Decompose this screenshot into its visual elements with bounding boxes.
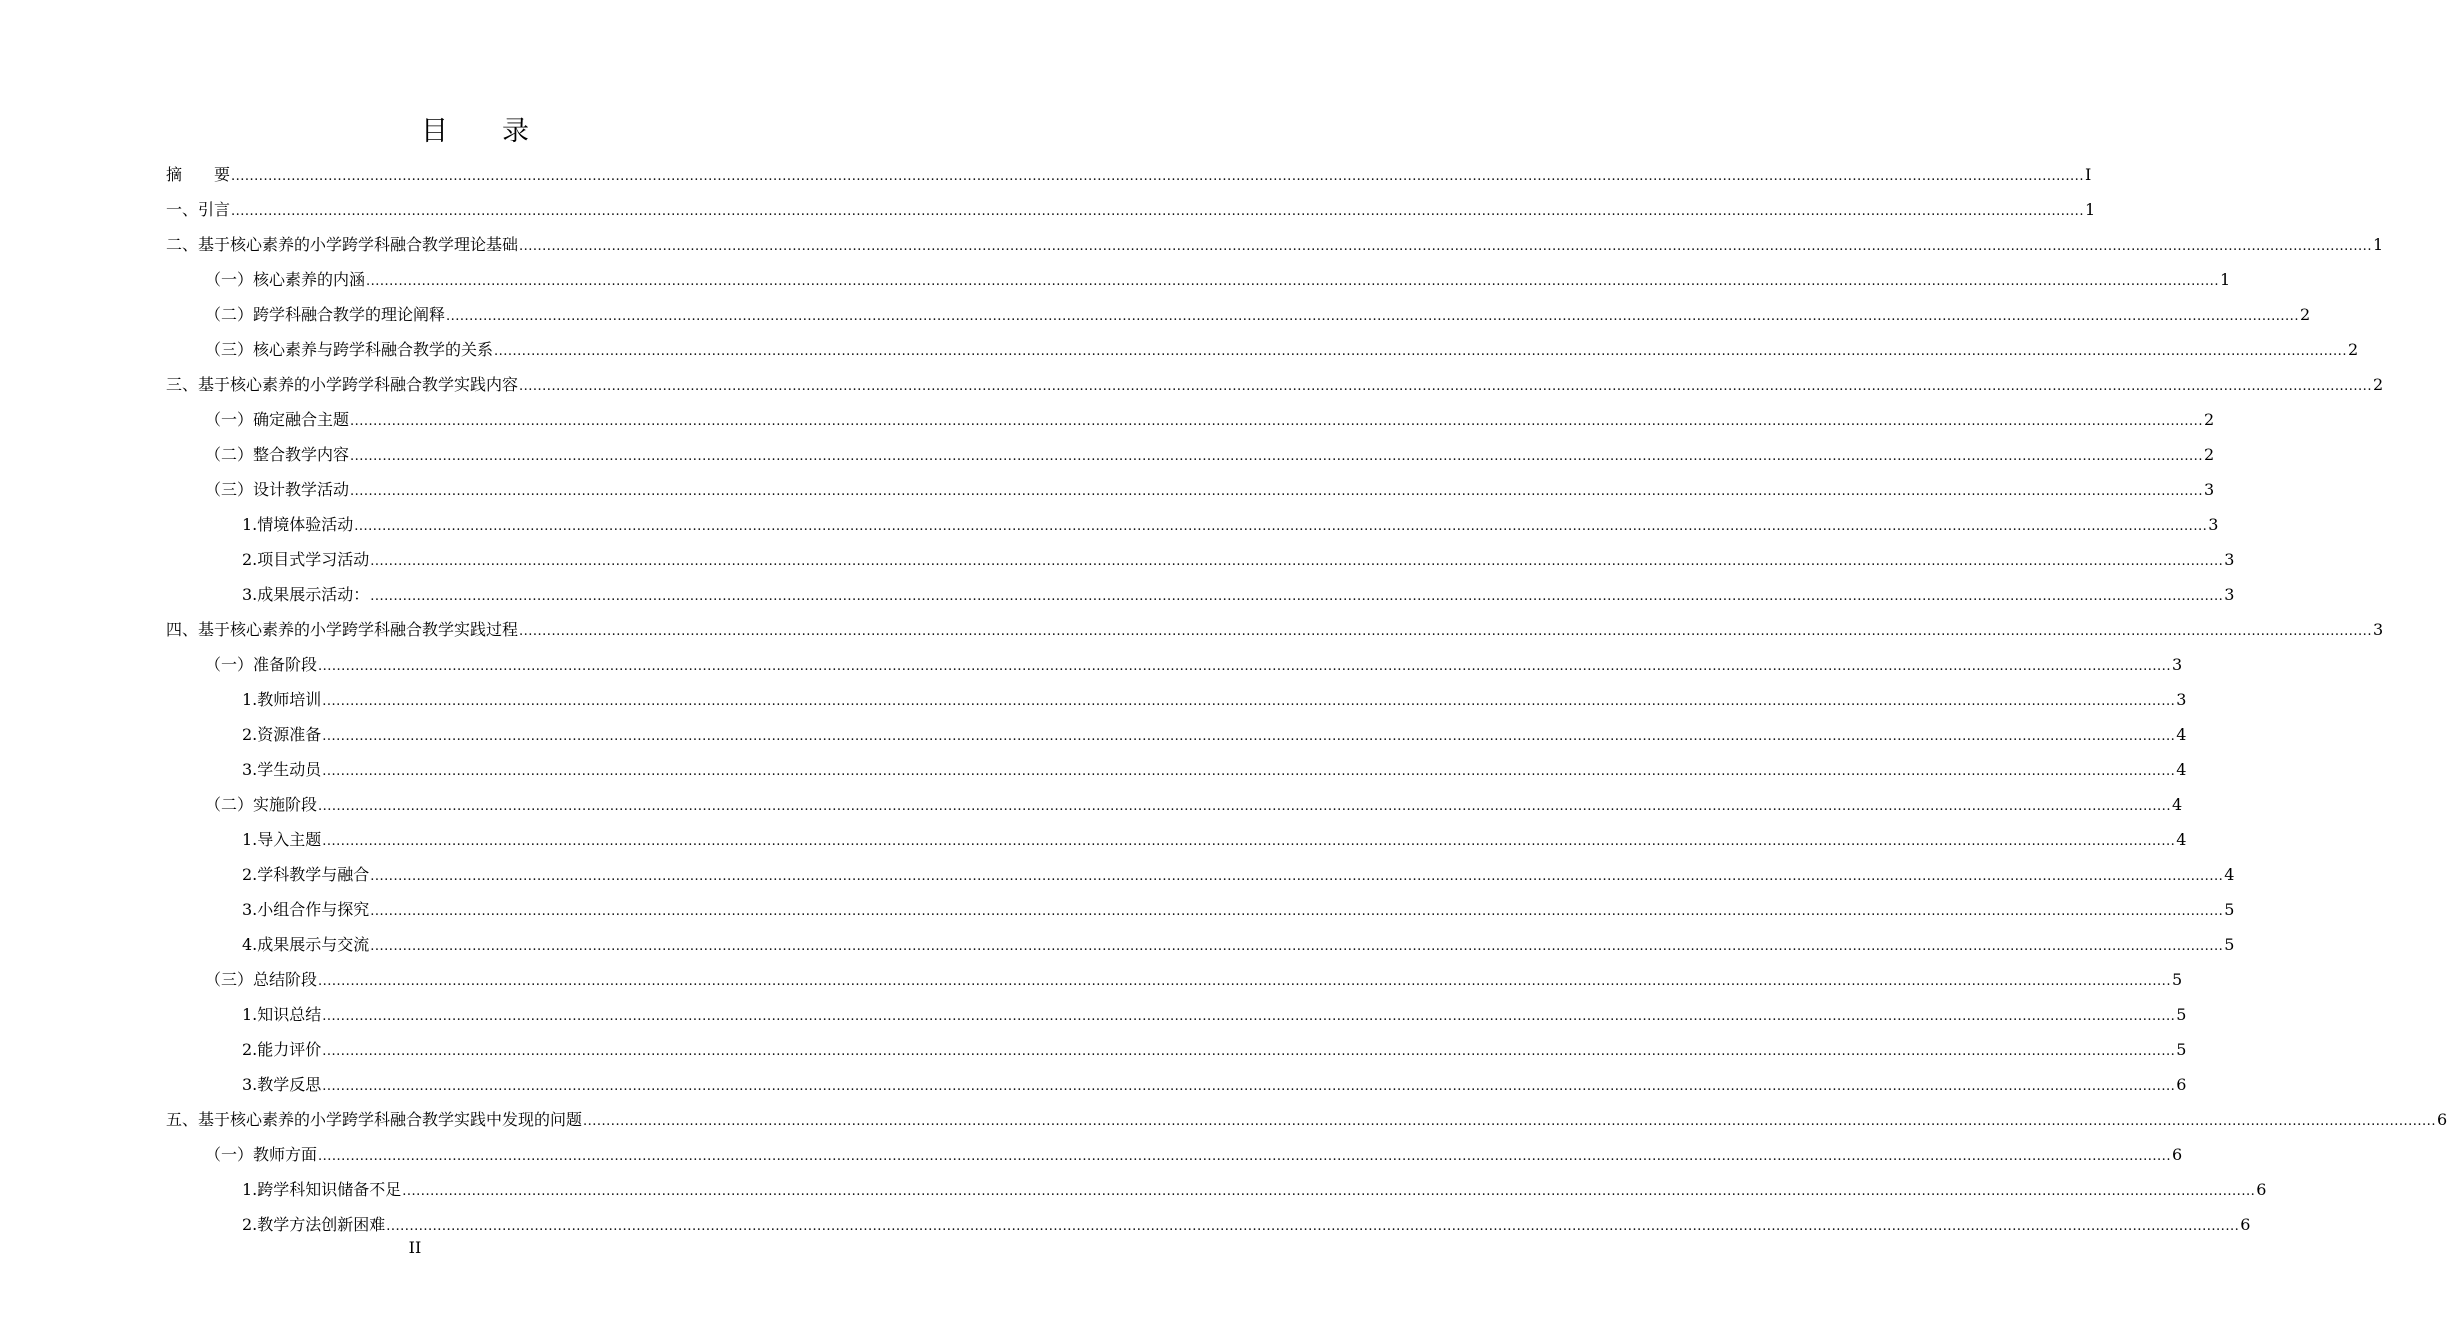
toc-entry-label: 二、基于核心素养的小学跨学科融合教学理论基础 <box>166 235 519 254</box>
toc-dot-leader: ................................................................................................................................................................................................................................................................................................................................................................................................................ <box>318 659 2171 674</box>
toc-entry[interactable] <box>205 647 2183 682</box>
toc-entry[interactable] <box>205 297 2311 332</box>
toc-entry[interactable] <box>242 822 2187 857</box>
toc-entry-label: （二）整合教学内容 <box>205 445 350 464</box>
toc-title: 目 录 <box>421 116 529 147</box>
toc-entry[interactable] <box>166 612 2384 647</box>
toc-dot-leader: ................................................................................................................................................................................................................................................................................................................................................................................................................ <box>318 974 2171 989</box>
toc-entry-page: 5 <box>2171 970 2183 989</box>
toc-entry-label: 1.教师培训 <box>242 690 322 709</box>
toc-entry[interactable] <box>205 402 2215 437</box>
toc-entry-page: 4 <box>2224 865 2235 884</box>
toc-entry-label: 4.成果展示与交流 <box>242 935 370 954</box>
toc-dot-leader: ................................................................................................................................................................................................................................................................................................................................................................................................................ <box>350 484 2203 499</box>
toc-entry-page: 6 <box>2240 1215 2251 1234</box>
toc-dot-leader: ................................................................................................................................................................................................................................................................................................................................................................................................................ <box>350 414 2203 429</box>
toc-entry-label: 2.项目式学习活动 <box>242 550 370 569</box>
toc-entry-page: 5 <box>2224 900 2235 919</box>
toc-entry-page: 6 <box>2171 1145 2183 1164</box>
toc-entry-page: 4 <box>2171 795 2183 814</box>
toc-entry-page: 5 <box>2176 1005 2187 1024</box>
toc-entry[interactable] <box>242 1172 2267 1207</box>
toc-entry[interactable] <box>166 1102 2447 1137</box>
toc-entry-label: 2.学科教学与融合 <box>242 865 370 884</box>
toc-dot-leader: ................................................................................................................................................................................................................................................................................................................................................................................................................ <box>322 1044 2176 1059</box>
toc-entry-label: （三）设计教学活动 <box>205 480 350 499</box>
toc-entry-label: 3.成果展示活动： <box>242 585 370 604</box>
toc-entry-label: 三、基于核心素养的小学跨学科融合教学实践内容 <box>166 375 519 394</box>
toc-dot-leader: ................................................................................................................................................................................................................................................................................................................................................................................................................ <box>322 764 2176 779</box>
toc-dot-leader: ................................................................................................................................................................................................................................................................................................................................................................................................................ <box>231 169 2084 184</box>
toc-dot-leader: ................................................................................................................................................................................................................................................................................................................................................................................................................ <box>494 344 2347 359</box>
toc-entry[interactable] <box>205 962 2183 997</box>
toc-entry-label: 1.导入主题 <box>242 830 322 849</box>
toc-entry-label: 1.跨学科知识储备不足 <box>242 1180 402 1199</box>
toc-entry-label: 3.学生动员 <box>242 760 322 779</box>
toc-dot-leader: ................................................................................................................................................................................................................................................................................................................................................................................................................ <box>322 729 2176 744</box>
toc-entry-page: 3 <box>2208 515 2219 534</box>
toc-entry[interactable] <box>242 927 2235 962</box>
toc-entry-page: 2 <box>2203 445 2215 464</box>
toc-entry[interactable] <box>242 682 2187 717</box>
toc-entry-page: 4 <box>2176 725 2187 744</box>
toc-dot-leader: ................................................................................................................................................................................................................................................................................................................................................................................................................ <box>370 554 2224 569</box>
toc-dot-leader: ................................................................................................................................................................................................................................................................................................................................................................................................................ <box>370 589 2224 604</box>
toc-entry[interactable] <box>166 157 2092 192</box>
toc-dot-leader: ................................................................................................................................................................................................................................................................................................................................................................................................................ <box>370 939 2224 954</box>
toc-entry[interactable] <box>242 857 2235 892</box>
toc-entry-page: 6 <box>2256 1180 2267 1199</box>
toc-entry[interactable] <box>166 192 2096 227</box>
toc-dot-leader: ................................................................................................................................................................................................................................................................................................................................................................................................................ <box>322 694 2176 709</box>
toc-entry-page: 5 <box>2176 1040 2187 1059</box>
toc-entry[interactable] <box>166 367 2384 402</box>
toc-dot-leader: ................................................................................................................................................................................................................................................................................................................................................................................................................ <box>370 869 2224 884</box>
toc-entry-label: 3.小组合作与探究 <box>242 900 370 919</box>
toc-dot-leader: ................................................................................................................................................................................................................................................................................................................................................................................................................ <box>583 1114 2436 1129</box>
toc-entry-label: （二）跨学科融合教学的理论阐释 <box>205 305 446 324</box>
toc-entry[interactable] <box>242 577 2235 612</box>
toc-entry[interactable] <box>242 717 2187 752</box>
toc-dot-leader: ................................................................................................................................................................................................................................................................................................................................................................................................................ <box>354 519 2208 534</box>
toc-entry-label: 一、引言 <box>166 200 231 219</box>
toc-entry-page: 2 <box>2203 410 2215 429</box>
toc-entry-label: 2.教学方法创新困难 <box>242 1215 386 1234</box>
toc-entry[interactable] <box>242 752 2187 787</box>
toc-entry-label: （二）实施阶段 <box>205 795 318 814</box>
toc-entry-label: （一）教师方面 <box>205 1145 318 1164</box>
toc-entry[interactable] <box>242 1032 2187 1067</box>
toc-entry[interactable] <box>205 472 2215 507</box>
toc-entry-page: 3 <box>2224 585 2235 604</box>
toc-entry-page: 6 <box>2176 1075 2187 1094</box>
toc-dot-leader: ................................................................................................................................................................................................................................................................................................................................................................................................................ <box>350 449 2203 464</box>
toc-dot-leader: ................................................................................................................................................................................................................................................................................................................................................................................................................ <box>318 799 2171 814</box>
toc-entry[interactable] <box>242 507 2219 542</box>
page-number: II <box>408 1238 422 1257</box>
toc-entry-page: 1 <box>2084 200 2096 219</box>
toc-entry-page: 3 <box>2372 620 2384 639</box>
toc-entry-label: 摘 要 <box>166 165 231 184</box>
toc-entry[interactable] <box>205 332 2359 367</box>
toc-dot-leader: ................................................................................................................................................................................................................................................................................................................................................................................................................ <box>519 239 2372 254</box>
toc-entry-label: 五、基于核心素养的小学跨学科融合教学实践中发现的问题 <box>166 1110 583 1129</box>
toc-entry[interactable] <box>205 437 2215 472</box>
toc-entry-page: 1 <box>2372 235 2384 254</box>
toc-dot-leader: ................................................................................................................................................................................................................................................................................................................................................................................................................ <box>322 1079 2176 1094</box>
toc-entry-label: 2.能力评价 <box>242 1040 322 1059</box>
toc-dot-leader: ................................................................................................................................................................................................................................................................................................................................................................................................................ <box>519 379 2372 394</box>
toc-entry-page: 4 <box>2176 830 2187 849</box>
toc-dot-leader: ................................................................................................................................................................................................................................................................................................................................................................................................................ <box>231 204 2084 219</box>
toc-entry-page: 5 <box>2224 935 2235 954</box>
toc-entry[interactable] <box>242 892 2235 927</box>
toc-entry-page: 4 <box>2176 760 2187 779</box>
toc-entry-label: 四、基于核心素养的小学跨学科融合教学实践过程 <box>166 620 519 639</box>
toc-dot-leader: ................................................................................................................................................................................................................................................................................................................................................................................................................ <box>519 624 2372 639</box>
toc-dot-leader: ................................................................................................................................................................................................................................................................................................................................................................................................................ <box>446 309 2299 324</box>
toc-entry-label: 1.情境体验活动 <box>242 515 354 534</box>
toc-entry-label: （三）核心素养与跨学科融合教学的关系 <box>205 340 494 359</box>
toc-entry-label: （三）总结阶段 <box>205 970 318 989</box>
toc-entry[interactable] <box>242 1207 2251 1242</box>
toc-entry[interactable] <box>242 1067 2187 1102</box>
toc-entry-page: 2 <box>2299 305 2311 324</box>
toc-entry-label: 1.知识总结 <box>242 1005 322 1024</box>
toc-entry-label: 3.教学反思 <box>242 1075 322 1094</box>
toc-dot-leader: ................................................................................................................................................................................................................................................................................................................................................................................................................ <box>322 834 2176 849</box>
toc-entry-label: （一）核心素养的内涵 <box>205 270 366 289</box>
toc-entry[interactable] <box>242 997 2187 1032</box>
toc-entry-page: 2 <box>2372 375 2384 394</box>
toc-entry-page: 2 <box>2347 340 2359 359</box>
toc-entry-page: 1 <box>2219 270 2231 289</box>
toc-entry[interactable] <box>205 787 2183 822</box>
toc-dot-leader: ................................................................................................................................................................................................................................................................................................................................................................................................................ <box>322 1009 2176 1024</box>
toc-entry-page: I <box>2084 165 2092 184</box>
toc-entry-label: 2.资源准备 <box>242 725 322 744</box>
toc-entry-page: 3 <box>2171 655 2183 674</box>
toc-entry-page: 3 <box>2224 550 2235 569</box>
toc-entry-label: （一）确定融合主题 <box>205 410 350 429</box>
toc-dot-leader: ................................................................................................................................................................................................................................................................................................................................................................................................................ <box>366 274 2219 289</box>
toc-entry[interactable] <box>205 262 2231 297</box>
toc-entry-page: 6 <box>2436 1110 2447 1129</box>
toc-entry[interactable] <box>242 542 2235 577</box>
toc-dot-leader: ................................................................................................................................................................................................................................................................................................................................................................................................................ <box>386 1219 2240 1234</box>
toc-entry-label: （一）准备阶段 <box>205 655 318 674</box>
toc-entry-page: 3 <box>2203 480 2215 499</box>
toc-entry[interactable] <box>166 227 2384 262</box>
toc-dot-leader: ................................................................................................................................................................................................................................................................................................................................................................................................................ <box>370 904 2224 919</box>
toc-dot-leader: ................................................................................................................................................................................................................................................................................................................................................................................................................ <box>402 1184 2256 1199</box>
toc-entry[interactable] <box>205 1137 2183 1172</box>
toc-entry-page: 3 <box>2176 690 2187 709</box>
toc-dot-leader: ................................................................................................................................................................................................................................................................................................................................................................................................................ <box>318 1149 2171 1164</box>
